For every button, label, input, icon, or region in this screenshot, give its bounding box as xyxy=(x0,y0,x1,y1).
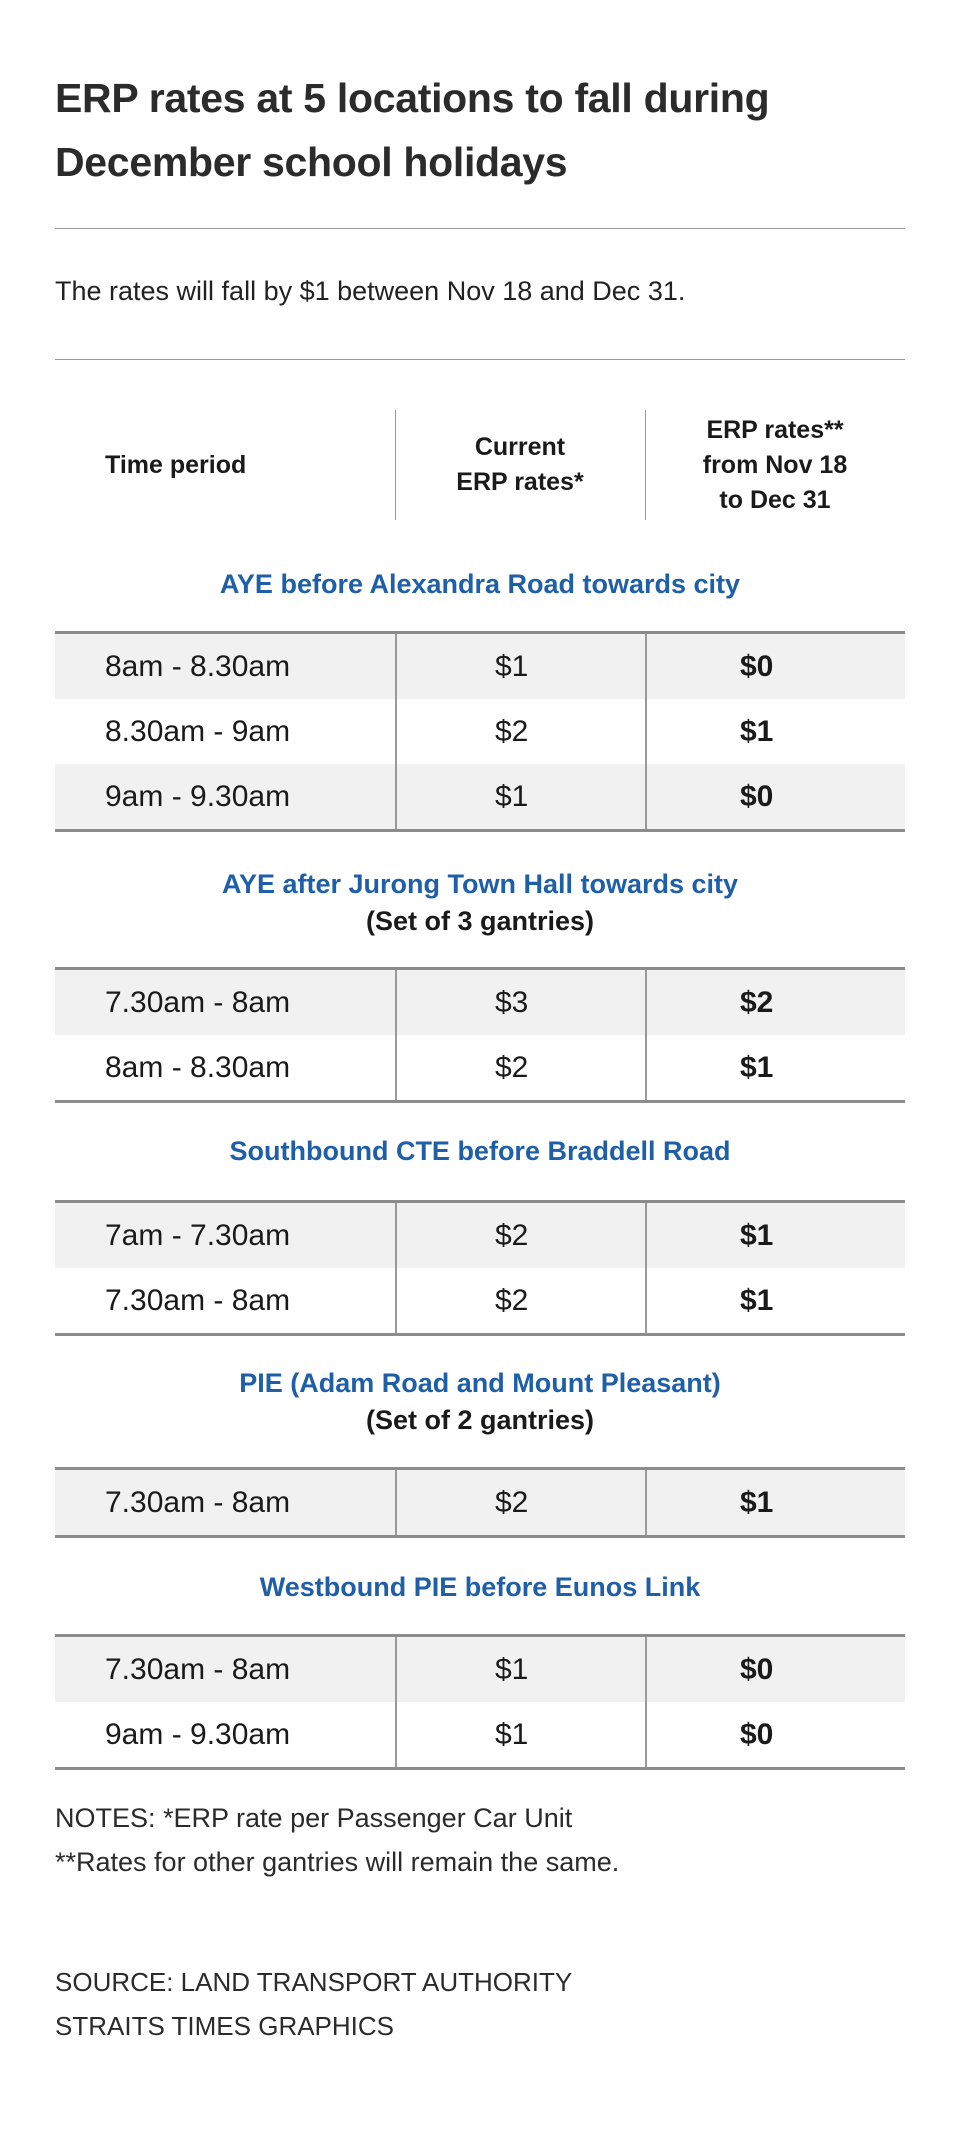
table-row xyxy=(55,634,905,699)
time-cell: 7am - 7.30am xyxy=(105,1218,291,1252)
cell-divider xyxy=(395,1637,397,1702)
cell-divider xyxy=(395,764,397,829)
table-row xyxy=(55,1637,905,1702)
time-cell: 7.30am - 8am xyxy=(105,1485,291,1519)
time-cell: 7.30am - 8am xyxy=(105,985,291,1019)
rate-table xyxy=(55,631,905,832)
divider xyxy=(55,228,905,229)
location-name: AYE after Jurong Town Hall towards city xyxy=(221,869,739,899)
new-rate-cell: $0 xyxy=(740,1717,774,1751)
location-name: AYE before Alexandra Road towards city xyxy=(219,569,741,599)
section-heading xyxy=(55,1133,905,1170)
time-cell: 8am - 8.30am xyxy=(105,649,291,683)
cell-divider xyxy=(395,1702,397,1767)
cell-divider xyxy=(645,634,647,699)
cell-divider xyxy=(645,1702,647,1767)
cell-divider xyxy=(395,1035,397,1100)
gantry-note: (Set of 3 gantries) xyxy=(365,906,595,936)
rate-table xyxy=(55,967,905,1103)
note-line: **Rates for other gantries will remain the same. xyxy=(55,1847,620,1877)
time-cell: 7.30am - 8am xyxy=(105,1283,291,1317)
source-line: STRAITS TIMES GRAPHICS xyxy=(55,2011,395,2041)
new-rate-cell: $0 xyxy=(740,779,774,813)
cell-divider xyxy=(645,1268,647,1333)
current-rate-cell: $1 xyxy=(495,779,529,813)
current-rate-cell: $2 xyxy=(495,1218,529,1252)
new-rate-cell: $0 xyxy=(740,1652,774,1686)
cell-divider xyxy=(645,764,647,829)
note-line: NOTES: *ERP rate per Passenger Car Unit xyxy=(55,1803,573,1833)
new-rate-cell: $1 xyxy=(740,1485,774,1519)
column-header-current-label: Current ERP rates* xyxy=(456,433,584,496)
divider xyxy=(55,359,905,360)
current-rate-cell: $1 xyxy=(495,649,529,683)
gantry-note: (Set of 2 gantries) xyxy=(365,1405,595,1435)
table-row xyxy=(55,970,905,1035)
rate-table xyxy=(55,1200,905,1336)
page-title: ERP rates at 5 locations to fall during December school holidays xyxy=(55,75,770,185)
table-row xyxy=(55,764,905,829)
table-row xyxy=(55,1702,905,1767)
cell-divider xyxy=(395,970,397,1035)
cell-divider xyxy=(645,699,647,764)
time-cell: 7.30am - 8am xyxy=(105,1652,291,1686)
cell-divider xyxy=(645,1035,647,1100)
current-rate-cell: $2 xyxy=(495,1485,529,1519)
new-rate-cell: $1 xyxy=(740,1283,774,1317)
cell-divider xyxy=(395,1470,397,1535)
table-row xyxy=(55,1268,905,1333)
current-rate-cell: $2 xyxy=(495,1050,529,1084)
section-heading xyxy=(55,566,905,603)
current-rate-cell: $1 xyxy=(495,1717,529,1751)
location-name: PIE (Adam Road and Mount Pleasant) xyxy=(239,1368,721,1398)
source-line: SOURCE: LAND TRANSPORT AUTHORITY xyxy=(55,1967,573,1997)
table-row xyxy=(55,1470,905,1535)
time-cell: 9am - 9.30am xyxy=(105,1717,291,1751)
new-rate-cell: $2 xyxy=(740,985,774,1019)
location-name: Southbound CTE before Braddell Road xyxy=(229,1136,731,1166)
cell-divider xyxy=(645,1637,647,1702)
column-header-new xyxy=(645,410,905,520)
rate-table xyxy=(55,1467,905,1538)
table-row xyxy=(55,699,905,764)
column-header-time: Time period xyxy=(105,450,247,479)
rate-table xyxy=(55,1634,905,1770)
column-header-current xyxy=(395,410,645,520)
table-row xyxy=(55,1035,905,1100)
new-rate-cell: $1 xyxy=(740,1050,774,1084)
cell-divider xyxy=(395,1268,397,1333)
cell-divider xyxy=(645,1470,647,1535)
subtitle: The rates will fall by $1 between Nov 18 and Dec 31. xyxy=(55,276,686,306)
location-name: Westbound PIE before Eunos Link xyxy=(259,1572,701,1602)
table-row xyxy=(55,1203,905,1268)
time-cell: 8am - 8.30am xyxy=(105,1050,291,1084)
current-rate-cell: $1 xyxy=(495,1652,529,1686)
current-rate-cell: $2 xyxy=(495,714,529,748)
new-rate-cell: $1 xyxy=(740,1218,774,1252)
cell-divider xyxy=(645,1203,647,1268)
source-credit xyxy=(55,1960,572,2048)
cell-divider xyxy=(645,970,647,1035)
section-heading xyxy=(55,1365,905,1439)
current-rate-cell: $2 xyxy=(495,1283,529,1317)
cell-divider xyxy=(395,634,397,699)
cell-divider xyxy=(395,699,397,764)
section-heading xyxy=(55,1569,905,1606)
time-cell: 9am - 9.30am xyxy=(105,779,291,813)
new-rate-cell: $1 xyxy=(740,714,774,748)
column-header-new-label: ERP rates** from Nov 18 to Dec 31 xyxy=(702,415,848,514)
cell-divider xyxy=(395,1203,397,1268)
time-cell: 8.30am - 9am xyxy=(105,714,291,748)
current-rate-cell: $3 xyxy=(495,985,529,1019)
new-rate-cell: $0 xyxy=(740,649,774,683)
notes xyxy=(55,1796,619,1884)
section-heading xyxy=(55,866,905,940)
